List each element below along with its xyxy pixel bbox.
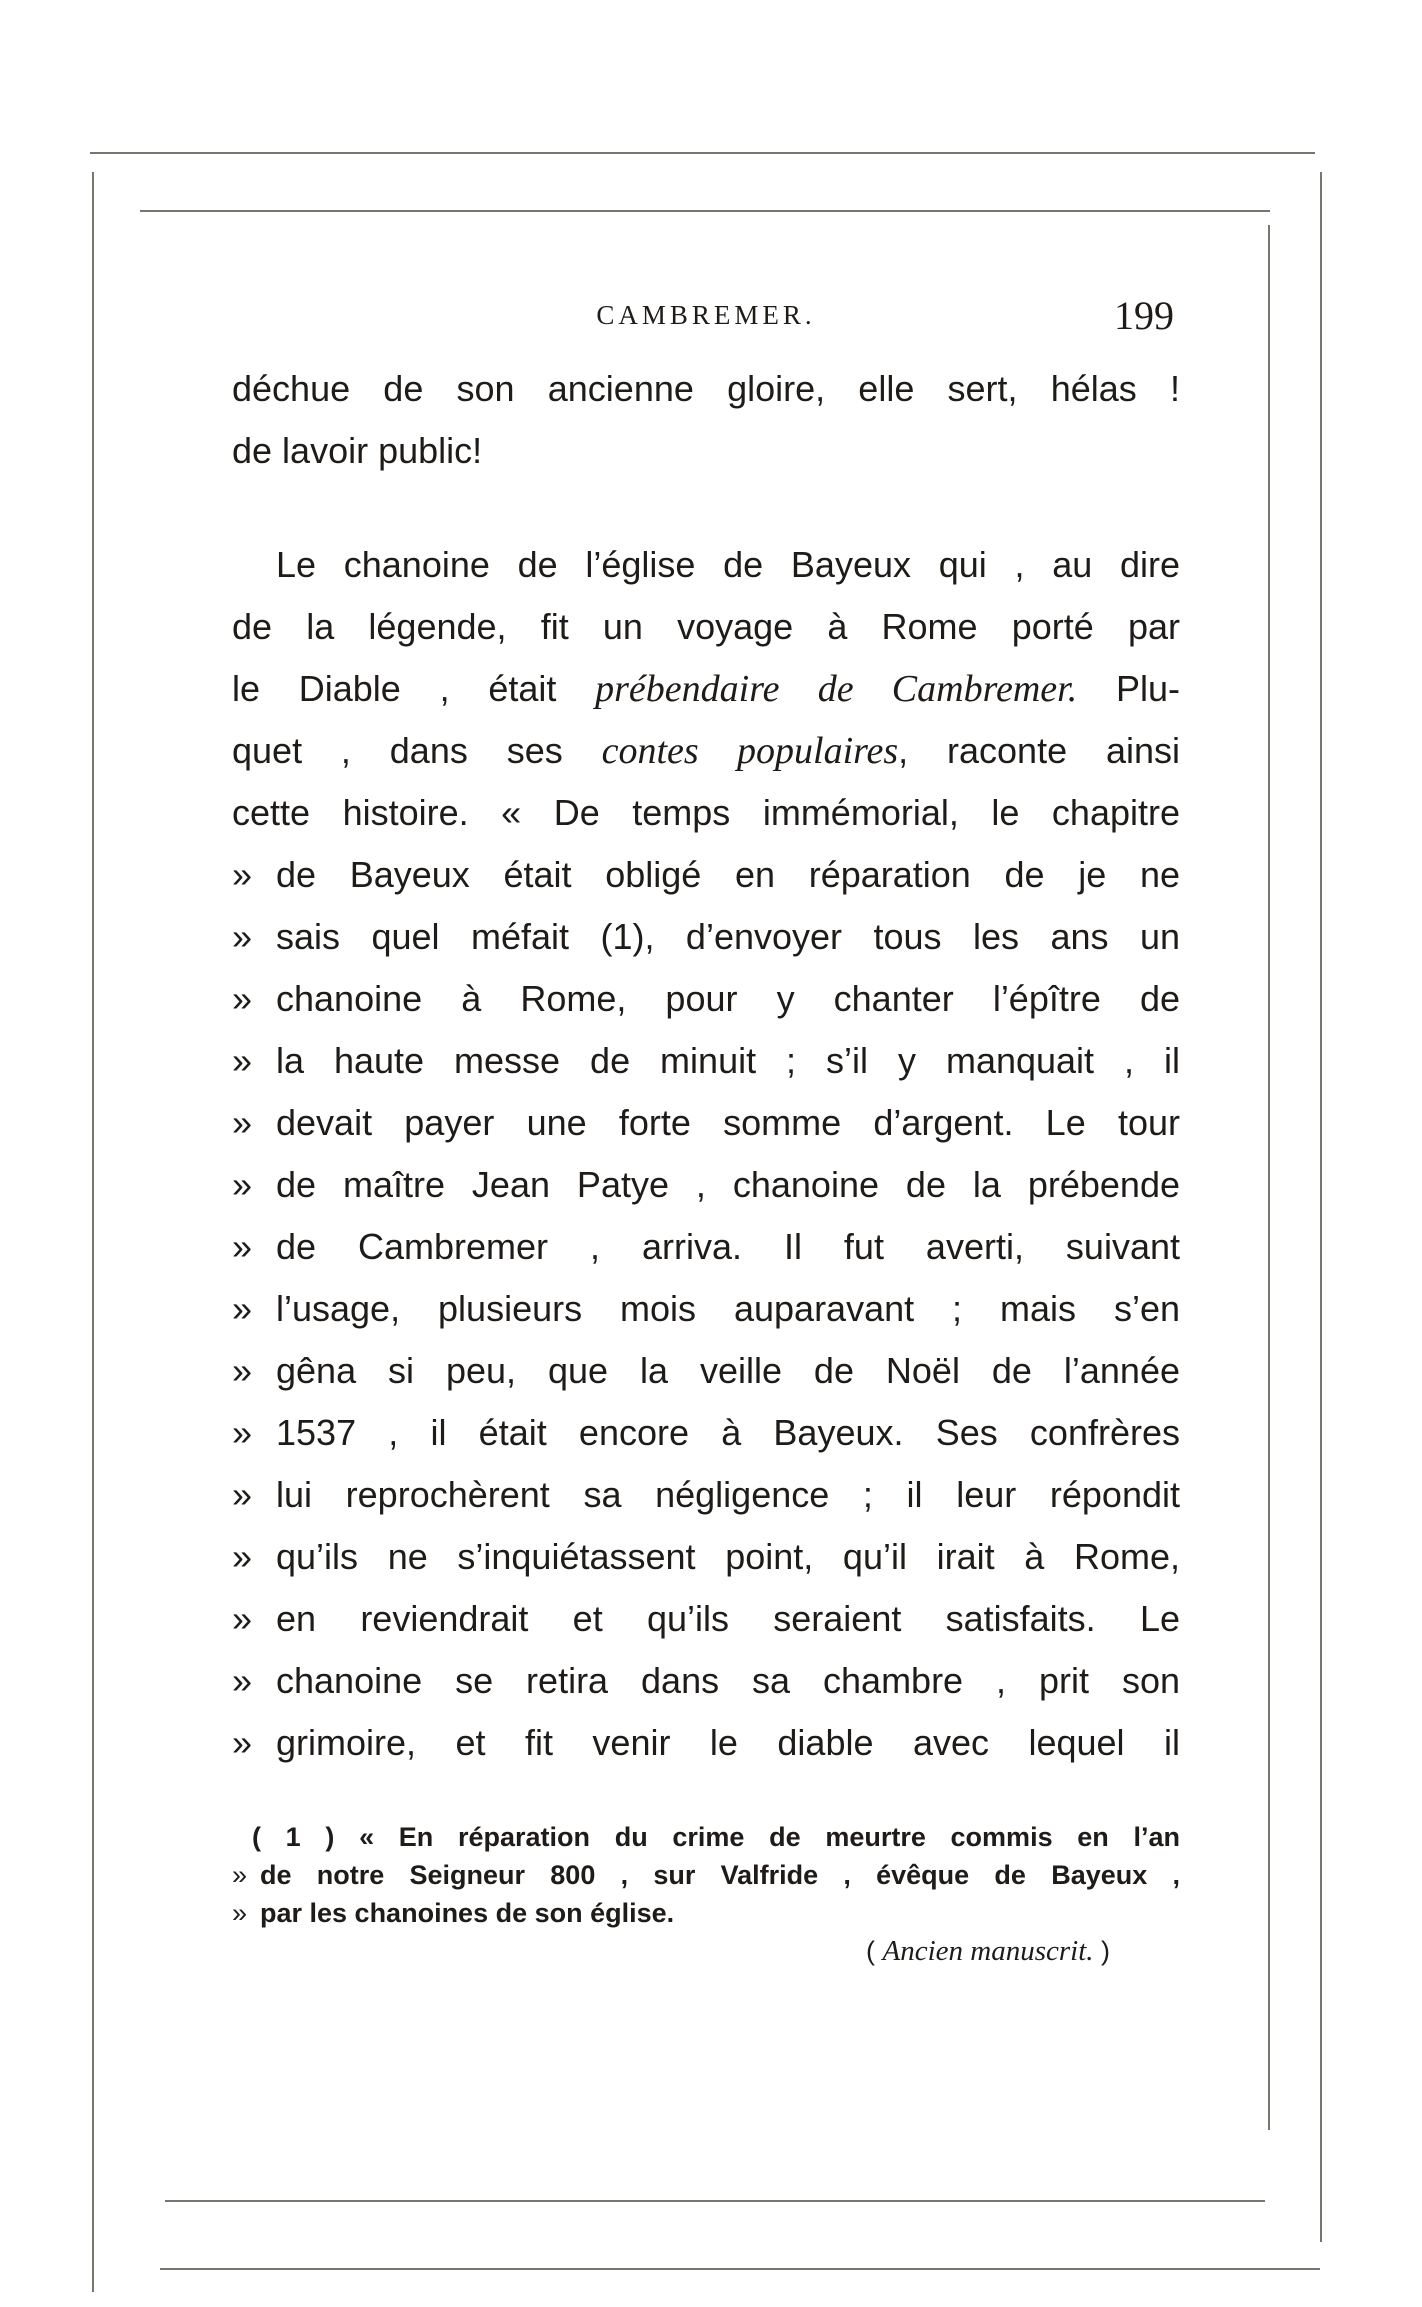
- quote-mark: »: [232, 978, 253, 1019]
- text-line: de lavoir public!: [232, 430, 483, 471]
- quoted-line: [232, 1402, 1180, 1464]
- top-rule-outer: [90, 152, 1315, 154]
- footnote-source: [232, 1932, 1180, 1970]
- quoted-line: [232, 1340, 1180, 1402]
- book-page: [232, 292, 1180, 1970]
- italic-term: prébendaire de Cambremer.: [595, 668, 1078, 710]
- running-title: CAMBREMER.: [596, 300, 816, 330]
- quoted-line: [232, 1712, 1180, 1774]
- text-segment: de notre Seigneur 800 , sur Valfride , évêque de Bayeux ,: [260, 1860, 1180, 1890]
- footnote-line: [232, 1856, 1180, 1894]
- quoted-line: [232, 1154, 1180, 1216]
- footnote-line: ( 1 ) « En réparation du crime de meurtre commis en l’an: [252, 1822, 1180, 1852]
- text-segment: 1537 , il était encore à Bayeux. Ses confrères: [276, 1412, 1180, 1453]
- quote-mark: »: [232, 854, 253, 895]
- quote-mark: »: [232, 1860, 248, 1890]
- text-segment: le Diable , était: [232, 668, 596, 709]
- quote-mark: »: [232, 1598, 253, 1639]
- quote-mark: »: [232, 1164, 253, 1205]
- quote-mark: »: [232, 1660, 253, 1701]
- body-text: [232, 358, 1180, 1774]
- footnote-line: [232, 1894, 1180, 1932]
- text-segment: par les chanoines de son église.: [260, 1898, 675, 1928]
- quote-mark: »: [232, 1722, 253, 1763]
- quote-mark: »: [232, 1040, 253, 1081]
- text-segment: sais quel méfait (1), d’envoyer tous les ans un: [276, 916, 1180, 957]
- quote-mark: »: [232, 1350, 253, 1391]
- text-segment: devait payer une forte somme d’argent. Le tour: [276, 1102, 1180, 1143]
- paren: ): [1093, 1936, 1110, 1966]
- text-segment: de Cambremer , arriva. Il fut averti, suivant: [276, 1226, 1180, 1267]
- text-segment: en reviendrait et qu’ils seraient satisfaits. Le: [276, 1598, 1180, 1639]
- text-segment: de maître Jean Patye , chanoine de la prébende: [276, 1164, 1180, 1205]
- quoted-line: [232, 1216, 1180, 1278]
- text-segment: chanoine se retira dans sa chambre , prit son: [276, 1660, 1180, 1701]
- quoted-line: [232, 1464, 1180, 1526]
- quoted-line: [232, 1526, 1180, 1588]
- source-title: Ancien manuscrit.: [882, 1935, 1094, 1967]
- text-segment: Plu-: [1077, 668, 1181, 709]
- right-rule: [1268, 225, 1270, 2130]
- right-rule-outer: [1320, 172, 1322, 2242]
- text-line: de la légende, fit un voyage à Rome porté par: [232, 606, 1180, 647]
- quoted-line: [232, 844, 1180, 906]
- quoted-line: [232, 1278, 1180, 1340]
- text-line: [232, 720, 1180, 782]
- quote-mark: »: [232, 916, 253, 957]
- footnote: [232, 1818, 1180, 1970]
- text-line: déchue de son ancienne gloire, elle sert, hélas !: [232, 368, 1180, 409]
- quote-mark: »: [232, 1412, 253, 1453]
- quote-mark: »: [232, 1226, 253, 1267]
- quote-mark: »: [232, 1102, 253, 1143]
- text-line: [232, 658, 1180, 720]
- text-segment: quet , dans ses: [232, 730, 602, 771]
- paren: (: [865, 1936, 883, 1966]
- quoted-line: [232, 1588, 1180, 1650]
- quote-mark: »: [232, 1898, 248, 1928]
- top-rule-inner: [140, 210, 1270, 212]
- page-number: 199: [1114, 293, 1174, 338]
- quote-mark: »: [232, 1536, 253, 1577]
- left-rule: [92, 172, 94, 2292]
- text-segment: lui reprochèrent sa négligence ; il leur répondit: [276, 1474, 1180, 1515]
- text-line: cette histoire. « De temps immémorial, le chapitre: [232, 792, 1180, 833]
- quoted-line: [232, 968, 1180, 1030]
- text-segment: chanoine à Rome, pour y chanter l’épître de: [276, 978, 1180, 1019]
- bottom-rule-outer: [160, 2268, 1320, 2270]
- text-segment: la haute messe de minuit ; s’il y manquait , il: [276, 1040, 1180, 1081]
- quoted-passage: [232, 844, 1180, 1774]
- quoted-line: [232, 1092, 1180, 1154]
- text-segment: gêna si peu, que la veille de Noël de l’année: [276, 1350, 1180, 1391]
- text-segment: qu’ils ne s’inquiétassent point, qu’il irait à Rome,: [276, 1536, 1180, 1577]
- quote-mark: »: [232, 1474, 253, 1515]
- text-segment: l’usage, plusieurs mois auparavant ; mais s’en: [276, 1288, 1180, 1329]
- quoted-line: [232, 1030, 1180, 1092]
- quoted-line: [232, 1650, 1180, 1712]
- quote-mark: »: [232, 1288, 253, 1329]
- text-line: Le chanoine de l’église de Bayeux qui , au dire: [276, 544, 1180, 585]
- text-segment: de Bayeux était obligé en réparation de je ne: [276, 854, 1180, 895]
- quoted-line: [232, 906, 1180, 968]
- italic-title: contes populaires: [601, 730, 899, 772]
- bottom-rule-inner: [165, 2200, 1265, 2202]
- text-segment: grimoire, et fit venir le diable avec lequel il: [276, 1722, 1180, 1763]
- text-segment: , raconte ainsi: [898, 730, 1180, 771]
- page-header: [232, 292, 1180, 344]
